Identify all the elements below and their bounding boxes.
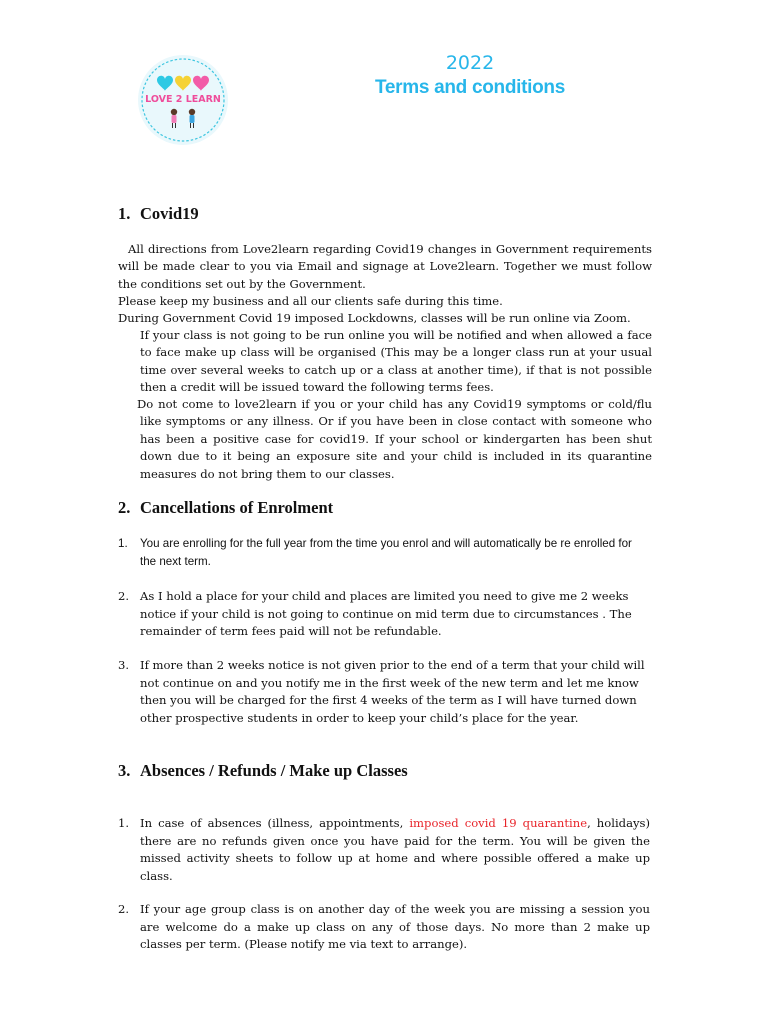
covid-paragraph-1: All directions from Love2learn regarding Covid19 changes in Government requirements will be made clear to you via Email and signage at Love2learn. Together we must follow the conditions set out by the Government. [118,242,652,291]
section-heading: 2. Cancellations of Enrolment [118,498,334,517]
highlighted-text: imposed covid 19 quarantine [409,816,588,830]
document-year: 2022 [445,52,495,74]
section-heading: 3. Absences / Refunds / Make up Classes [118,761,408,780]
section-heading: 1. Covid19 [118,204,199,223]
list-item: 1. You are enrolling for the full year from the time you enrol and will automatically be re enrolled for the next term. [118,537,632,568]
covid-paragraph-2: Please keep my business and all our clients safe during this time. [118,294,503,308]
list-item: 2. As I hold a place for your child and places are limited you need to give me 2 weeks notice if your child is not going to continue on mid term due to circumstances . The remainder of term fees paid will not be refundable. [118,589,632,639]
list-item: 1. In case of absences (illness, appointments, imposed covid 19 quarantine, holidays) there are no refunds given once you have paid for the term. You will be given the missed activity sheets to follow up at home and where possible offered a make up class. [118,816,651,883]
logo-text: LOVE 2 LEARN [145,94,221,105]
covid-paragraph-3: During Government Covid 19 imposed Lockdowns, classes will be run online via Zoom. [118,311,631,325]
list-item: 2. If your age group class is on another day of the week you are missing a session you are welcome do a make up class on any of those days. No more than 2 make up classes per term. (Please notify me via text to arrange). [118,902,650,952]
covid-paragraph-5: Do not come to love2learn if you or your child has any Covid19 symptoms or cold/flu like symptoms or any illness. Or if you have been in close contact with someone who has been a positive case for covid19. If your school or kindergarten has been shut down due to it being an exposure site and your child is included in its quarantine measures do not bring them to our classes. [137,397,652,481]
covid-paragraph-4: If your class is not going to be run online you will be notified and when allowed a face to face make up class will be organised (This may be a longer class run at your usual time over several weeks to catch up or a class at another time), if that is not possible then a credit will be issued toward the following terms fees. [140,328,652,395]
list-item: 3. If more than 2 weeks notice is not given prior to the end of a term that your child will not continue on and you notify me in the first week of the new term and let me know then you will be charged for the first 4 weeks of the term as I will have turned down other prospective students in order to keep your child’s place for the year. [118,658,645,725]
document-title: Terms and conditions [374,77,565,98]
love2learn-logo [137,54,229,146]
